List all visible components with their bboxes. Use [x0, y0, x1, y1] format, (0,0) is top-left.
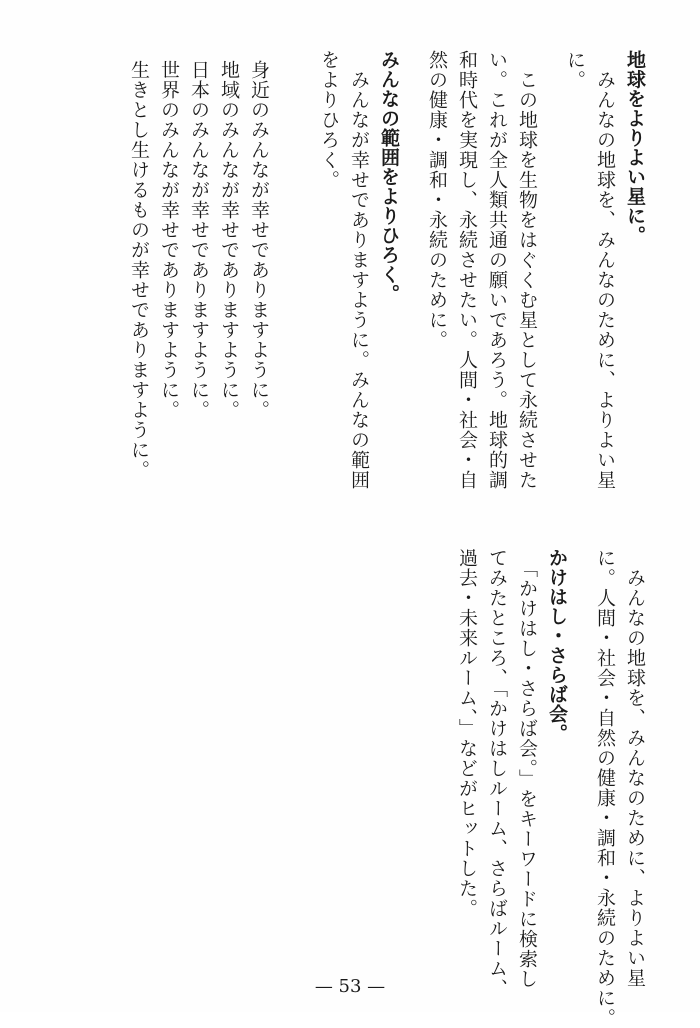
text-line: 「かけはし・さらば会。」をキーワードに検索し [516, 548, 538, 989]
text-line: みんなの地球を、みんなのために、よりよい星 [594, 50, 616, 490]
text-line: 然の健康・調和・永続のために。 [426, 50, 448, 350]
text-line: い。これが全人類共通の願いであろう。地球的調 [486, 50, 508, 490]
section-heading: 地球をよりよい星に。 [624, 50, 646, 245]
text-line: この地球を生物をはぐくむ星として永続させた [516, 50, 538, 490]
poem-line: 身近のみんなが幸せでありますように。 [248, 60, 270, 420]
text-line: に。 [564, 50, 586, 90]
text-line: 和時代を実現し、永続させたい。人間・社会・自 [456, 50, 478, 490]
page-number: — 53 — [314, 976, 386, 997]
text-line: みんなの地球を、みんなのために、よりよい星 [624, 548, 646, 988]
section-heading: かけはし・さらば会。 [546, 548, 568, 743]
text-line: 過去・未来ルーム、」などがヒットした。 [456, 548, 478, 919]
poem-line: 生きとし生けるものが幸せでありますように。 [128, 60, 150, 480]
top-text-block [124, 50, 650, 490]
text-line: みんなが幸せでありますように。みんなの範囲 [348, 50, 370, 490]
poem-line: 世界のみんなが幸せでありますように。 [158, 60, 180, 420]
section-heading: みんなの範囲をよりひろく。 [378, 50, 400, 304]
text-line: をよりひろく。 [318, 50, 340, 190]
text-line: てみたところ、「かけはしルーム、さらばルーム、 [486, 548, 508, 999]
poem-line: 地域のみんなが幸せでありますように。 [218, 60, 240, 420]
text-line: に。人間・社会・自然の健康・調和・永続のために。 [594, 548, 616, 1028]
poem-line: 日本のみんなが幸せでありますように。 [188, 60, 210, 420]
bottom-text-block [452, 548, 650, 1028]
